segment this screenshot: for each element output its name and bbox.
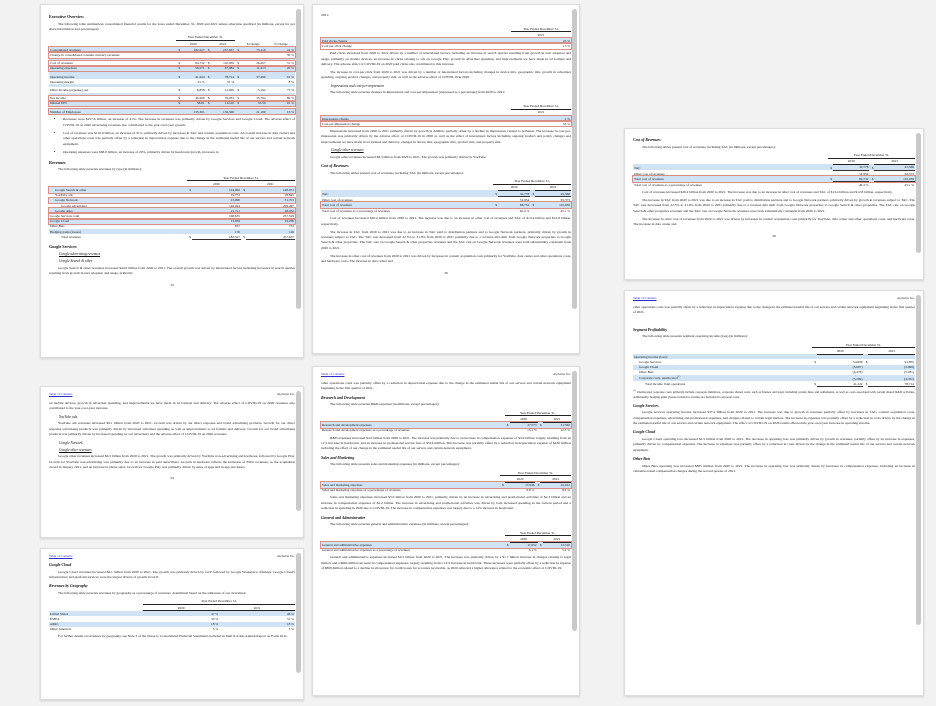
table-header-group: Year Ended December 31, [321,26,571,32]
page-number-33: 33 [170,282,174,287]
table-row: Other cost of revenues 51,954 65,373 [322,197,570,202]
cost-of-revenues-rows [633,164,915,187]
bullet-item: • Cost of revenues was $110.9 billion, an increase of 31%, primarily driven by increases in TAC and content acquisition costs. An overall increase in data centers and other operations costs was partially offset by a reduction in depreciation expense due to the change in the estimated useful life of our servers and certain network equipment. [63,131,295,147]
sales-marketing-table [321,470,571,493]
table-of-contents-link[interactable]: Table of Contents [321,372,345,376]
table-header-years: 2020 2021 [49,181,295,187]
table-row: Other cost of revenues 51,954 65,373 [634,171,914,176]
company-name: Alphabet Inc. [277,554,295,558]
table-row: Hedging gains (losses) 176 149 [50,229,294,234]
youtube-ads-paragraph: YouTube ads revenues increased $9.1 billion from 2020 to 2021. Growth was driven by our direct response and brand advertising products. Growth for our direct response advertising products was primarily driven by increased advertiser spending as well as improvements to ad formats and delivery. Growth for our brand advertising products was primarily driven by increased spending by our advertisers and the adverse effect of COVID-19 on 2020 revenues. [49,421,295,437]
youtube-ads-subheading: YouTube ads [59,414,78,419]
table-header-group: Year Ended December 31, [633,342,915,348]
table-header-years: 2020 2021 [321,476,571,482]
table-row: Impressions change 2 % [322,116,570,121]
table-header-years: 2020 2021 [321,416,571,422]
general-administrative-heading: General and Administrative [321,515,366,520]
sales-marketing-intro: The following table presents sales and marketing expenses (in millions, except percentages): [330,462,460,467]
table-row: Google advertising 146,924 209,497 [61,203,294,208]
research-development-paragraph: R&D expenses increased $4.0 billion from 2020 to 2021. The increase was primarily due to an increase in compensation expenses of $3.0 billion, largely resulting from an 11% increase in headcount, and an increase in professional service fees of $516 million. This increase was partially offset by a reduction in depreciation expense of $430 million including the effect of our change in the estimated useful life of our servers and certain network equipment. [321,435,571,451]
executive-overview-heading: Executive Overview [49,14,84,19]
document-page-38[interactable] [624,290,924,696]
table-header-group: Year Ended December 31, [49,599,295,605]
page-scrollbar[interactable] [572,9,577,349]
cost-of-revenues-paragraph-3: The increase in other cost of revenues from 2020 to 2021 was driven by increases in content acquisition costs primarily for YouTube, data center and other operations costs, and hardware costs. The increase in data center and [321,253,571,264]
page-column-1 [0,0,312,706]
cost-of-revenues-paragraph-2: The increase in TAC from 2020 to 2021 was due to an increase in TAC paid to distribution partners and to Google Network partners, primarily driven by growth in revenues subject to TAC. The TAC rate decreased from 22.5% to 21.8% from 2020 to 2021 primarily due to a revenue mix shift from Google Network properties to Google Search & other properties. The TAC rate on Google Search & other properties revenues and the TAC rate on Google Network revenues were both substantially consistent from 2020 to 2021. [633,197,915,213]
table-header-group: Year Ended December 31, [321,410,571,416]
research-development-table [321,410,571,433]
paid-clicks-paragraph-2: The increase in cost-per-click from 2020 to 2021 was driven by a number of interrelated factors including changes in device mix, geographic mix, growth in advertiser spending, ongoing product changes, and property mix, as well as the adverse effect of COVID-19 in 2020. [321,69,571,80]
page34-top-paragraph: on mobile devices, growth in advertiser spending, and improvements we have made in ad formats and delivery. The adverse effect of COVID-19 on 2020 revenues also contributed to the year-over-year increase. [49,401,295,411]
research-development-intro: The following table presents R&D expenses (in millions, except percentages): [330,402,440,407]
revenues-heading: Revenues [49,159,66,165]
executive-overview-intro: The following table summarizes consolidated financial results for the years ended December 31, 2020 and 2021 unless otherwise specified (in millions, except for per share information and percentages): [49,21,295,31]
table-row: Research and development expenses $ 27,573 $ 31,562 [322,423,570,428]
cost-of-revenues-intro: The following tables present cost of revenues, including TAC (in millions, except percentages): [642,144,776,149]
google-other-paragraph: Google other revenues increased $6.3 billion from 2020 to 2021. The growth was primarily driven by YouTube non-advertising and hardware, followed by Google Play. Growth for YouTube non-advertising was primarily due to an increase in paid subscribers. Growth in hardware reflects the inclusion of Fitbit revenues, as the acquisition closed in January 2021, and an increase in phone sales. Growth for Google Play was primarily driven by sales of apps and in-app purchases. [49,454,295,469]
table-row: Google other 21,711 28,032 [49,208,295,213]
table-row: Other income (expense), net $ 6,858 $ 12,020 $ 5,162 75 % [50,87,294,92]
revenues-by-geography-intro: The following table presents revenues by geography as a percentage of revenues, determined based on the addresses of our customers: [58,590,247,595]
company-name: Alphabet Inc. [897,296,915,300]
table-row: Total cost of revenues $ 84,732 $ 110,939 [322,202,570,208]
cost-of-revenues-rows [321,190,571,213]
paid-clicks-rows [321,38,571,49]
table-row: Paid clicks change 23 % [322,38,570,43]
table-header-years: 2020 2021 $ Change % Change [49,41,295,47]
segment-profitability-intro: The following table presents segment operating income (loss) (in millions): [642,334,748,339]
table-row: Research and development expenses as a percentage of revenues 15.1 % 12.3 % [322,428,570,433]
google-advertising-revenues-subheading: Google advertising revenues [59,252,101,257]
table-row: Cost-per-impression change 35 % [322,121,570,126]
table-header-group: Year Ended December 31, [321,104,571,110]
table-row: Sales and marketing expenses as a percentage of revenues 9.8 % 8.9 % [322,488,570,493]
page-number-34: 34 [170,476,174,481]
table-row: Total cost of revenues as a percentage of revenues 46.4 % 43.1 % [322,209,570,214]
footnote-text: Unallocated corporate costs primarily include corporate initiatives, corporate shared costs, such as finance and legal, including certain fines and settlements, as well as costs associated with certain shared R&D activities. Additionally, hedging gains (losses) related to revenue are included in corporate costs. [633,390,915,400]
table-row: Corporate costs, unallocated$^{(1)}$ (3,299) (4,761) [633,375,915,381]
google-other-revenues-subheading: Google other revenues [331,148,364,153]
page-header-38 [633,296,915,300]
table-row: Google Cloud (5,607) (3,099) [633,365,915,370]
cost-of-revenues-paragraph-2: The increase in TAC from 2020 to 2021 was due to an increase in TAC paid to distribution partners and to Google Network partners, primarily driven by growth in revenues subject to TAC. The TAC rate decreased from 22.5% to 21.8% from 2020 to 2021 primarily due to a revenue mix shift from Google Network properties to Google Search & other properties. The TAC rate on Google Search & other properties revenues and the TAC rate on Google Network revenues were both substantially consistent from 2020 to 2021. [321,229,571,250]
table-row: Diluted EPS $ 58.61 $ 112.20 $ 53.59 91 % [50,101,294,106]
table-row: General and administrative expenses as a percentage of revenues 6.1 % 5.2 % [322,548,570,553]
page-column-3 [624,0,936,706]
segment-google-cloud-heading: Google Cloud [633,430,656,435]
table-row: Operating expenses $ 56,571 $ 67,984 $ 11,413 20 % [50,66,294,71]
impressions-paragraph: Impressions increased from 2020 to 2021 primarily driven by growth in AdMob, partially offset by a decline in impressions related to AdSense. The increase in cost-per-impression was primarily driven by the adverse effect of COVID-19 in 2020 as well as the effect of interrelated factors including ongoing product and policy changes and improvements we have made in ad formats and delivery, changes in device mix, geographic mix, product mix, and property mix. [321,128,571,144]
document-page-33[interactable] [40,4,304,358]
table-row: Total cost of revenues $ 84,732 $ 110,939 [634,176,914,182]
research-development-heading: Research and Development [321,395,365,400]
page-scrollbar[interactable] [296,391,301,533]
page-scrollbar[interactable] [916,133,921,275]
cost-of-revenues-table [633,152,915,187]
google-cloud-paragraph: Google Cloud revenues increased $6.1 billion from 2020 to 2021. The growth was primarily driven by GCP followed by Google Workspace offerings. Google Cloud's infrastructure and platform services were the largest drivers of growth in GCP. [49,569,295,579]
sales-marketing-paragraph: Sales and marketing expenses increased $5.0 billion from 2020 to 2021, primarily driven by an increase in advertising and promotional activities of $2.3 billion and an increase in compensation expenses of $2.2 billion. The increase in advertising and promotional activities was driven by both increased spending in the current period and a reduction in spending in 2020 due to COVID-19. The increase in compensation expenses was largely due to a 14% increase in headcount. [321,495,571,511]
page-number-36: 36 [772,233,776,238]
revenues-intro: The following table presents revenues by type (in millions): [58,167,142,172]
table-row: Change in consolidated constant currency revenues 39 % [50,53,294,57]
table-of-contents-link[interactable]: Table of Contents [49,392,73,396]
table-header-years: 2020 2021 [633,158,915,164]
google-search-other-subheading: Google Search & other [59,259,93,264]
table-row: Other Bets 657 753 [50,224,294,229]
table-header-years: 2021 [321,109,571,115]
impressions-rows [321,116,571,127]
document-page-37[interactable] [312,366,580,696]
paid-clicks-intro: 2021: [321,12,329,17]
table-row: United States 47 % 46 % [50,611,294,616]
segment-profitability-heading: Segment Profitability [633,327,668,332]
research-development-rows [321,422,571,433]
bullet-item: • Revenues were $257.6 billion, an increase of 41%. The increase in revenues was primarily driven by Google Services and Google Cloud. The adverse effect of COVID-19 on 2020 advertising revenues also contributed to the year-over-year growth. [63,117,295,128]
table-row: Operating margin 23 % 31 % 8 % [50,79,294,84]
segment-rows [633,359,915,387]
table-header-group: Year Ended December 31, [321,470,571,476]
cost-of-revenues-heading: Cost of Revenues [633,138,661,142]
segment-section-label: Operating income (loss): [634,354,668,359]
segment-google-services-heading: Google Services [633,403,659,408]
table-row: TAC $ 32,778 $ 45,566 [634,165,914,170]
footnote-marker: (1) [633,389,636,393]
page-scrollbar[interactable] [572,371,577,691]
table-row: APAC 18 % 18 % [50,622,294,627]
revenues-by-geography-footer: For further details on revenues by geography, see Note 2 of the Notes to Consolidated Financial Statements included in Item 8 of this Annual Report on Form 10-K. [58,634,288,639]
document-page-36[interactable] [312,4,580,354]
company-name: Alphabet Inc. [553,372,571,376]
table-header-group: Year Ended December 31, [633,152,915,158]
table-row: Total cost of revenues as a percentage of revenues 46.4 % 43.1 % [634,182,914,187]
cost-of-revenues-paragraph-1: Cost of revenues increased $26.2 billion from 2020 to 2021. The increase was due to an increase in other cost of revenues and TAC of $13.4 billion and $12.8 billion, respectively. [321,216,571,226]
executive-overview-rows [49,47,295,114]
page-scrollbar[interactable] [916,295,921,691]
segment-top-paragraph: other operations costs was partially offset by a reduction in depreciation expense due to the change in the estimated useful life of our servers and certain network equipment beginning in the first quarter of 2021. [633,305,915,315]
page-column-2 [312,0,624,706]
table-header-years: 2020 2021 [321,184,571,190]
table-row: Google Network 23,090 31,701 [49,198,295,203]
general-administrative-table [321,530,571,553]
table-header-years: 2020 2021 [49,604,295,610]
table-row: Net income $ 40,269 $ 76,033 $ 35,764 89 % [50,96,294,101]
executive-overview-table [49,35,295,114]
table-row: Other Bets (4,476) (5,281) [639,370,914,375]
table-row: Google Services $ 54,606 $ 91,855 [639,359,914,364]
segment-footnote [633,389,915,399]
google-other-revenues-subheading: Google other revenues [59,447,92,452]
company-name: Alphabet Inc. [277,392,295,396]
table-header-group: Year Ended December 31, [49,175,295,181]
impressions-table [321,104,571,127]
google-network-subheading: Google Network [59,440,83,445]
table-row: Sales and marketing expenses $ 17,946 $ 22,912 [322,483,570,488]
table-row: Google Cloud 13,059 19,206 [50,219,294,224]
table-row: Operating income $ 41,224 $ 78,714 $ 37,490 91 % [50,74,294,79]
segment-other-bets-heading: Other Bets [633,457,651,462]
segment-google-services-paragraph: Google services operating income increased $37.2 billion from 2020 to 2021. The increase was due to growth in revenues partially offset by increases in TAC, content acquisition costs, compensation expenses, advertising and promotional expenses, and charges related to certain legal matters. The increase in expenses was partially offset by a reduction in costs driven by the change in the estimated useful life of our servers and certain network equipment. The effect of COVID-19 on 2020 results affected the year-over-year increase in operating income. [633,410,915,426]
table-header-years: 2021 [321,32,571,38]
table-row: YouTube ads 19,772 28,845 [55,193,294,198]
geography-rows [49,611,295,632]
table-header-group: Year Ended December 31, [321,530,571,536]
page-header-34 [49,392,295,396]
segment-profitability-table [633,342,915,387]
revenues-by-geography-heading: Revenues by Geography [49,584,88,589]
segment-google-cloud-paragraph: Google Cloud operating loss decreased $2.5 billion from 2020 to 2021. The decrease in operating loss was primarily driven by growth in revenues, partially offset by an increase in expenses, primarily driven by compensation expenses. The increase in expenses was partially offset by a reduction in costs driven by the change in the estimated useful life of our servers and certain network equipment. [633,436,915,452]
table-header-group: Year Ended December 31, [321,179,571,185]
table-row: Consolidated revenues $ 182,527 $ 257,637 $ 75,110 41 % [50,47,294,52]
impressions-subheading: Impressions and cost-per-impression [331,83,384,88]
table-row: General and administrative expenses $ 11,052 $ 13,510 [322,543,570,548]
document-page-36-duplicate[interactable] [624,128,924,280]
table-row: TAC $ 32,778 $ 45,566 [322,191,570,197]
table-row: Total revenues $ 182,527 $ 257,637 [61,234,294,240]
document-page-35[interactable] [40,548,304,700]
sales-marketing-rows [321,482,571,493]
impressions-intro: The following table presents changes in impressions and cost-per-impression (expressed as a percentage) from 2020 to 2021: [330,90,506,95]
table-row: Other Americas 5 % 5 % [50,627,294,632]
paid-clicks-table [321,26,571,49]
document-page-34[interactable] [40,386,304,538]
table-header-years: 2020 2021 [633,348,915,354]
page-header-37 [321,372,571,376]
general-administrative-intro: The following table presents general and administrative expenses (in millions, except percentages): [330,522,469,527]
revenues-rows [49,187,295,240]
cost-of-revenues-table [321,179,571,214]
page-scrollbar[interactable] [296,553,301,695]
cost-of-revenues-paragraph-1: Cost of revenues increased $26.2 billion from 2020 to 2021. The increase was due to an increase in other cost of revenues and TAC of $13.4 billion and $12.8 billion, respectively. [642,190,893,195]
revenues-by-geography-table [49,599,295,632]
table-header-group: Year Ended December 31, [49,35,295,41]
table-row: Google Services total 168,635 237,529 [50,213,294,218]
general-administrative-paragraph: General and administrative expenses increased $2.5 billion from 2020 to 2021. The increase was primarily driven by a $1.7 billion increase in charges relating to legal matters and a $664 million increase in compensation expenses, largely resulting from a 14% increase in headcount. These increases were partially offset by a reduction in expense of $808 million related to a decline in allowance for credit losses for accounts receivable, as 2020 reflected a higher allowance related to the economic effect of COVID-19. [321,555,571,571]
revenues-by-type-table [49,175,295,240]
bullet-item: • Operating expenses were $68.0 billion, an increase of 20%, primarily driven by headcount growth, increases in [63,150,295,155]
segment-other-bets-paragraph: Other Bets operating loss increased $805 million from 2020 to 2021. The increase in operating loss was primarily driven by increases in compensation expenses, including an increase in valuation-based compensation charges during the second quarter of 2021. [633,463,915,474]
cost-of-revenues-intro: The following tables present cost of revenues, including TAC (in millions, except percentages): [330,170,464,175]
page-number-36: 36 [444,270,448,275]
google-other-revenues-paragraph: Google other revenues increased $6.3 billion from 2020 to 2021. The growth was primarily driven by YouTube [330,154,486,159]
table-row: Number of Employees 135,301 156,500 21,199 16 % [50,109,294,114]
table-row: Google Search & other $ 104,062 $ 148,951 [49,187,295,193]
table-row: Total income from operations $ 41,224 $ 78,714 [645,381,914,387]
google-services-heading: Google Services [49,244,77,250]
cost-of-revenues-paragraph-3: The increase in other cost of revenues from 2020 to 2021 was driven by increases in content acquisition costs primarily for YouTube, data center and other operations costs, and hardware costs. The increase in data center and [633,216,915,227]
google-search-paragraph: Google Search & other revenues increased $44.9 billion from 2020 to 2021. The overall growth was driven by interrelated factors including increases in search queries resulting from growth in user adoption and usage, primarily [49,265,295,276]
page-scrollbar[interactable] [296,9,301,353]
paid-clicks-paragraph-1: Paid clicks increased from 2020 to 2021 driven by a number of interrelated factors, including an increase in search queries resulting from growth in user adoption and usage, primarily on mobile devices, an increase in clicks relating to ads on Google Play, growth in advertiser spending, and improvements we have made in ad formats and delivery. The adverse effect of COVID-19 on 2020 paid clicks also contributed to this increase. [321,51,571,67]
general-administrative-rows [321,542,571,553]
page37-top-paragraph: other operations costs was partially offset by a reduction in depreciation expense due to the change in the estimated useful life of our servers and certain network equipment beginning in the first quarter of 2021. [321,381,571,391]
table-row: EMEA 30 % 31 % [50,616,294,621]
sales-marketing-heading: Sales and Marketing [321,455,355,460]
table-row: Cost-per-click change 15 % [322,44,570,49]
table-row: Cost of revenues $ 84,732 $ 110,939 $ 26,207 31 % [50,61,294,66]
table-header-years: 2020 2021 [321,536,571,542]
table-of-contents-link[interactable]: Table of Contents [633,296,657,300]
table-of-contents-link[interactable]: Table of Contents [49,554,73,558]
page-header-35 [49,554,295,558]
google-cloud-heading: Google Cloud [49,563,72,567]
executive-overview-bullets [63,117,295,156]
cost-of-revenues-heading: Cost of Revenues [321,164,349,169]
